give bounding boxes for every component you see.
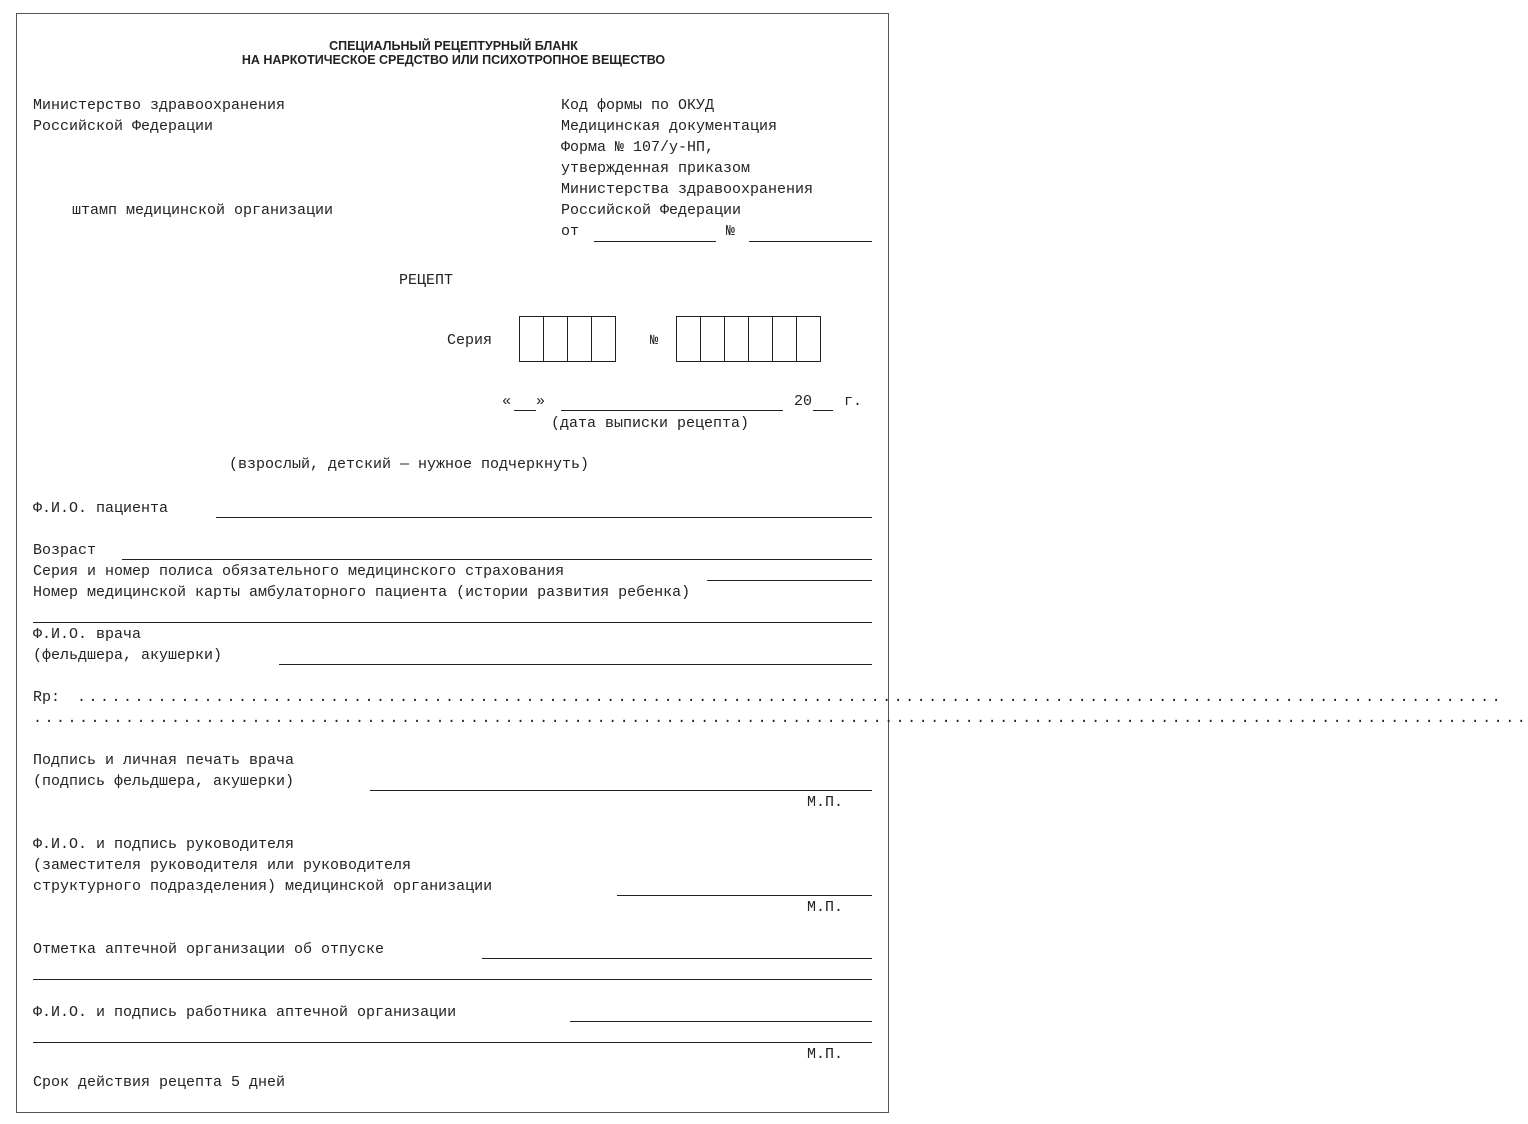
patient-name-field[interactable] bbox=[216, 517, 872, 518]
rp-field-line2[interactable]: .................................................................................................................................. bbox=[33, 710, 1528, 727]
age-label: Возраст bbox=[33, 542, 97, 559]
card-number-label: Номер медицинской карты амбулаторного пациента (истории развития ребенка) bbox=[33, 584, 691, 601]
order-number-label: № bbox=[726, 223, 736, 240]
signature-label: Подпись и личная печать врача bbox=[33, 752, 295, 769]
series-box[interactable] bbox=[543, 316, 568, 362]
number-box[interactable] bbox=[772, 316, 797, 362]
date-day-field[interactable] bbox=[514, 410, 536, 411]
date-quote-close: » bbox=[536, 393, 546, 410]
series-boxes[interactable] bbox=[519, 316, 616, 362]
date-year-suffix: г. bbox=[844, 393, 863, 410]
form-number-label: Форма № 107/у-НП, bbox=[561, 139, 715, 156]
recipe-number-label: № bbox=[650, 333, 659, 349]
date-year-prefix: 20 bbox=[794, 393, 813, 410]
pharmacy-mark-field[interactable] bbox=[482, 958, 872, 959]
validity-label: Срок действия рецепта 5 дней bbox=[33, 1074, 286, 1091]
signature-label-2: (подпись фельдшера, акушерки) bbox=[33, 773, 295, 790]
pharmacy-mark-field-2[interactable] bbox=[33, 979, 872, 980]
pharmacy-worker-label: Ф.И.О. и подпись работника аптечной организации bbox=[33, 1004, 457, 1021]
head-signature-field[interactable] bbox=[617, 895, 872, 896]
seal-mark-3: М.П. bbox=[807, 1046, 844, 1063]
order-date-label: от bbox=[561, 223, 580, 240]
date-month-field[interactable] bbox=[561, 410, 783, 411]
ministry-line2: Российской Федерации bbox=[33, 118, 214, 135]
prescription-form bbox=[16, 13, 1528, 1113]
date-caption: (дата выписки рецепта) bbox=[551, 415, 750, 432]
ministry-order-label: Министерства здравоохранения bbox=[561, 181, 814, 198]
recipe-title: РЕЦЕПТ bbox=[399, 272, 454, 289]
policy-field[interactable] bbox=[707, 580, 872, 581]
category-hint: (взрослый, детский — нужное подчеркнуть) bbox=[229, 456, 590, 473]
stamp-label: штамп медицинской организации bbox=[72, 202, 334, 219]
pharmacy-worker-field-2[interactable] bbox=[33, 1042, 872, 1043]
number-box[interactable] bbox=[796, 316, 821, 362]
number-boxes[interactable] bbox=[676, 316, 821, 362]
date-year-field[interactable] bbox=[813, 410, 833, 411]
date-quote-open: « bbox=[502, 393, 512, 410]
seal-mark-1: М.П. bbox=[807, 794, 844, 811]
number-box[interactable] bbox=[700, 316, 725, 362]
doctor-name-label-2: (фельдшера, акушерки) bbox=[33, 647, 223, 664]
rp-label: Rp: bbox=[33, 689, 61, 706]
form-title-line1: СПЕЦИАЛЬНЫЙ РЕЦЕПТУРНЫЙ БЛАНК bbox=[329, 39, 578, 53]
head-label-3: структурного подразделения) медицинской организации bbox=[33, 878, 493, 895]
series-box[interactable] bbox=[567, 316, 592, 362]
rp-field-line1[interactable]: ............................................................................................................................ bbox=[77, 689, 1504, 706]
okud-code-label: Код формы по ОКУД bbox=[561, 97, 715, 114]
order-date-field[interactable] bbox=[594, 241, 716, 242]
series-box[interactable] bbox=[591, 316, 616, 362]
seal-mark-2: М.П. bbox=[807, 899, 844, 916]
patient-name-label: Ф.И.О. пациента bbox=[33, 500, 169, 517]
head-label-2: (заместителя руководителя или руководителя bbox=[33, 857, 412, 874]
series-label: Серия bbox=[447, 332, 493, 349]
number-box[interactable] bbox=[748, 316, 773, 362]
policy-label: Серия и номер полиса обязательного медицинского страхования bbox=[33, 563, 565, 580]
number-box[interactable] bbox=[724, 316, 749, 362]
ministry-line1: Министерство здравоохранения bbox=[33, 97, 286, 114]
approved-label: утвержденная приказом bbox=[561, 160, 751, 177]
signature-field[interactable] bbox=[370, 790, 872, 791]
pharmacy-worker-field[interactable] bbox=[570, 1021, 872, 1022]
doctor-name-field[interactable] bbox=[279, 664, 872, 665]
doctor-name-label: Ф.И.О. врача bbox=[33, 626, 142, 643]
federation-label: Российской Федерации bbox=[561, 202, 742, 219]
age-field[interactable] bbox=[122, 559, 872, 560]
card-number-field[interactable] bbox=[33, 622, 872, 623]
series-box[interactable] bbox=[519, 316, 544, 362]
form-title-line2: НА НАРКОТИЧЕСКОЕ СРЕДСТВО ИЛИ ПСИХОТРОПНОЕ ВЕЩЕСТВО bbox=[241, 53, 666, 67]
head-label: Ф.И.О. и подпись руководителя bbox=[33, 836, 295, 853]
med-docs-label: Медицинская документация bbox=[561, 118, 778, 135]
order-number-field[interactable] bbox=[749, 241, 872, 242]
number-box[interactable] bbox=[676, 316, 701, 362]
pharmacy-mark-label: Отметка аптечной организации об отпуске bbox=[33, 941, 385, 958]
